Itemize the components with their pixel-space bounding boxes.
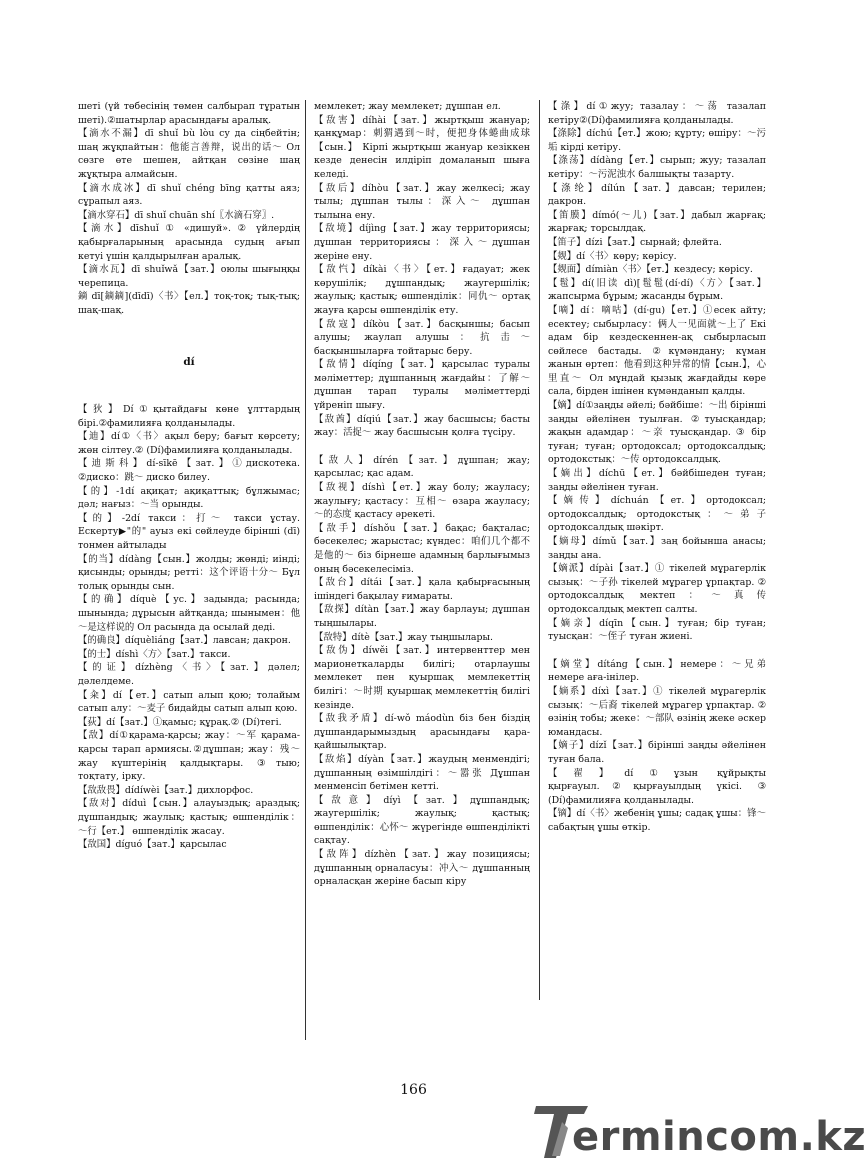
dictionary-entry: 【滴水成冰】dī shuǐ chéng bīng қатты аяз; сұрапыл аяз. <box>78 182 300 208</box>
dictionary-entry: 【敌情】díqíng【зат.】қарсылас туралы мәліметтер; дұшпанның жағдайы：了解～ дұшпан тарап туралы мәліметтерді үйреніп шығу. <box>314 359 530 412</box>
dictionary-entry: 【涤除】díchú【ет.】жою; құрту; өшіру：～污垢 кірді кетіру. <box>548 128 766 153</box>
dictionary-entry: 【的当】dídàng【сын.】жолды; жөнді; иінді; қисынды; орынды; реттi：这个评语十分～ Бұл толық орынды сын. <box>78 553 300 592</box>
column-left <box>78 100 300 852</box>
dictionary-entry: 【滴水瓦】dī shuǐwǎ【зат.】оюлы шығыңқы черепица. <box>78 264 300 289</box>
dictionary-entry: 【敌台】dítái【зат.】қала қабырғасының ішіндегі бақылау ғимараты. <box>314 577 530 602</box>
dictionary-entry: 【镝】dí〈书〉жебенің ұшы; садақ ұшы：锋～ сабақтың ұшы өткір. <box>548 808 766 833</box>
page-number: 166 <box>400 1082 427 1098</box>
dictionary-entry: 【嫡子】dízǐ【зат.】бірінші заңды әйелінен туған бала. <box>548 740 766 765</box>
dictionary-entry: 【嫡派】dípài【зат.】① тікелей мұрагерлік сызық：～子孙 тікелей мұрагер ұрпақтар. ② ортодоксалдық мектеп：～真传 ортодоксалдық мектеп салты. <box>548 563 766 615</box>
dictionary-entry: 【涤】dí①жуу; тазалау：～荡 тазалап кетіру②(Dí)фамилияға қолданылады. <box>548 101 766 126</box>
dictionary-entry: 【笛膜】dímó(～儿)【зат.】дабыл жарғақ; жарғақ; торсылдақ. <box>548 209 766 235</box>
dictionary-entry: 【滴水穿石】dī shuǐ chuān shí〖水滴石穿〗. <box>78 209 275 221</box>
dictionary-entry: 【敌酋】díqiú【зат.】жау басшысы; басты жау：活捉～ жау басшысын қолға түсіру. <box>314 413 530 439</box>
dictionary-entry: 【迪】dí①〈书〉ақыл беру; бағыт көрсету; жөн сілтеу.② (Dí)фамилияға қолданылады. <box>78 431 300 456</box>
dictionary-entry: 【敌寇】díkòu【зат.】басқыншы; басып алушы; жаулап алушы：抗击～ басқыншыларға тойтарыс беру. <box>314 318 530 357</box>
dictionary-entry: 【笛子】dízi【зат.】сырнай; флейта. <box>548 236 722 248</box>
dictionary-entry: 【滴水】dīshuǐ ① «дишуй». ② үйлердің қабырғаларының арасында судың ағып кетуі үшін қалдырылған аралық. <box>78 223 300 262</box>
dictionary-entry: 【荻】dí【зат.】①қамыс; құрақ.② (Dí)тегі. <box>78 716 282 728</box>
dictionary-entry: 【嘀】dí：嘀咕】(dí·gu)【ет.】①есек айту; есектеу; сыбырласу：俩人一见面就～上了 Екі адам бір кездескеннен-ақ сыбырласып сөйлесе бастады. ②күмәндану; күман жанын өртеп：他看到这种异常的情【сын.】，心里直～ Ол мұндай қызық жағдайды көре сала, бірден ішінен күмәнданып қалды. <box>548 304 766 398</box>
dictionary-entry: 【迪斯科】dí-sīkē【зат.】①дискотека. ②диско：跳～ диско билеу. <box>78 458 300 484</box>
dictionary-entry: мемлекет; жау мемлекет; дұшпан ел. <box>314 101 501 112</box>
dictionary-entry: 【的证】dízhèng〈书〉【зат.】дәлел; дәлелдеме. <box>78 662 300 687</box>
dictionary-entry: 【嫡堂】dítáng【сын.】немере：～兄弟 немере аға-інілер. <box>548 658 766 684</box>
dictionary-entry: 【敌我矛盾】dí-wǒ máodùn біз бен біздің дұшпандарымыздың арасындағы қарa-қайшылықтар. <box>314 713 530 752</box>
column-right <box>548 100 766 834</box>
dictionary-entry: 【敌手】díshǒu【зат.】бақас; бақталас; бәсекелес; жарыстас; күндес：咱们几个都不是他的～ біз бірнеше адамның барлығымыз оның бәсекелесіміз. <box>314 522 530 575</box>
logo-text: ermincom.kz <box>572 1114 866 1160</box>
dictionary-entry: 【嫡】dí①заңды әйелі; бәйбіше：～出 бірінші заңды әйелінен туылған. ②туысқандар; жақын адамдар：～亲 туысқандар. ③ бір туған; туған; ортодоксал; ортодоксалдық; ортодокстық：～传 ортодоксалдық. <box>548 400 766 466</box>
dictionary-entry: 【敌阵】dízhèn【зат.】жау позициясы; дұшпанның орналасуы：冲入～ дұшпанның орналасқан жеріне басып кіру <box>314 849 530 888</box>
dictionary-entry: 【髢】dí(旧读 dì)[髢髢(dí·dí)〈方〉【зат.】жапсырма бұрым; жасанды бұрым. <box>548 277 766 303</box>
dictionary-entry: 【的】-2dí такси：打～ такси ұстау. Ескерту▶"的" ауыз екі сөйлеуде бірінші (dī) тонмен айтылады <box>78 512 300 552</box>
dictionary-entry: 【嫡出】díchū【ет.】бәйбішеден туған; заңды әйелінен туған. <box>548 468 766 493</box>
dictionary-entry: 【觌】dí〈书〉көру; көрісу. <box>548 250 677 262</box>
dictionary-entry: 【涤纶】dílún【зат.】давсан; терилен; дакрон. <box>548 182 766 208</box>
dictionary-entry: 【觌面】dímiàn〈书〉【ет.】кездесу; көрісу. <box>548 264 753 276</box>
dictionary-entry: 【敌特】dítè【зат.】жау тыңшылары. <box>314 631 493 643</box>
dictionary-entry: 【的确良】díquèliáng【зат.】лавсан; дакрон. <box>78 635 291 647</box>
dictionary-entry: 【翟】dí①ұзын құйрықты қырғауыл.②қырғауылдың үкісі. ③ (Dí)фамилияға қолданылады. <box>548 767 766 806</box>
dictionary-entry: 【敌害】díhài【зат.】жыртқыш жануар; қанқұмар：刺猬遇到～时，便把身体蜷曲成球【сын.】 Кірпі жыртқыш жануар кезіккен кезде денесін илдіріп домаланып шыға келеді. <box>314 114 530 180</box>
dictionary-entry: 【嫡亲】díqīn【сын.】туған; бір туған; туысқан：～侄子 туған жиені. <box>548 617 766 643</box>
dictionary-entry: 【籴】dí【ет.】сатып алып қою; толайым сатып алу：～麦子 бидайды сатып алып қою. <box>78 689 300 715</box>
section-heading: dí <box>183 355 195 368</box>
dictionary-entry: 【涤荡】dídàng【ет.】сырып; жуу; тазалап кетіру：～污泥浊水 балшықты тазарту. <box>548 155 766 180</box>
dictionary-entry: 【敌视】díshì【ет.】жау болу; жауласу; жаулығу; қастасу：互相～ өзара жауласу; ～的态度 қастасу әрекеті. <box>314 482 530 521</box>
dictionary-entry: 【敌对】díduì【сын.】алауыздық; араздық; дұшпандық; жаулық; қастық; өшпенділік：～行【ет.】 өшпенділік жасау. <box>78 798 300 837</box>
column-middle <box>314 100 530 889</box>
dictionary-entry: 【敌后】díhòu【зат.】жау желкесі; жау тылы; дұшпан тылы：深入～ дұшпан тылына ену. <box>314 182 530 221</box>
dictionary-entry: 【敌国】díguó【зат.】қарсылас <box>78 839 227 851</box>
dictionary-entry: 【敌境】díjìng【зат.】жау территориясы; дұшпан территориясы：深入～дұшпан жеріне ену. <box>314 223 530 262</box>
dictionary-entry: 【嫡母】dímǔ【зат.】заң бойынша анасы; заңды ана. <box>548 536 766 561</box>
termincom-logo[interactable] <box>532 1100 866 1160</box>
dictionary-entry: 【嫡传】díchuán【ет.】ортодоксал; ортодоксалдық; ортодокстық：～弟子 ортодоксалдық шәкірт. <box>548 495 766 534</box>
dictionary-entry: 【滴水不漏】dī shuǐ bù lòu су да сіңбейтін; шаң жұқпайтын：他能言善辩，说出的话～ Ол сөзге өте шешен, айтқан сөзіне шаң жұқтыра алмайсын. <box>78 128 300 180</box>
dictionary-entry: 【的确】díquè【ус.】задында; расында; шынында; дұрысын айтқанда; шынымен：他～是这样说的 Ол расында да осылай деді. <box>78 594 300 633</box>
dictionary-entry: шеті (үй төбесінің төмен салбырап тұратын шеті).②шатырлар арасындағы аралық. <box>78 101 300 126</box>
column-divider <box>305 100 306 1040</box>
dictionary-entry: 【敌意】díyì【зат.】дұшпандық; жаугершілік; жаулық; қастық; өшпенділік：心怀～ жүрегінде өшпенділікті сақтау. <box>314 794 530 847</box>
dictionary-entry: 【敌焰】díyàn【зат.】жаудың менмендігі; дұшпанның өзімшілдігі：～嚣张 Дұшпан менменсіп бетімен кетті. <box>314 753 530 793</box>
dictionary-entry: 【敌伪】díwěi【зат.】интервенттер мен марионеткаларды билігі; отарлаушы мемлекет пен қуыршақ мемлекеттің билігі：～时期 қуыршақ мемлекеттің билігі кезінде. <box>314 645 530 711</box>
dictionary-entry: 【敌】dí①қарама-қарсы; жау：～军 қарама-қарсы тарап армиясы.②дұшпан; жау：残～ жау күштерінің қалдықтары. ③тыю; тоқтату, ірку. <box>78 730 300 783</box>
dictionary-entry: 【的】-1dí ақиқат; ақиқаттық; бұлжымас; дәл; нағыз：～当 орынды. <box>78 485 300 511</box>
dictionary-entry: 【嫡系】díxì【зат.】① тікелей мұрагерлік сызық：～后裔 тікелей мұрагер ұрпақтар. ② өзінің тобы; жеке：～部队 өзінің жеке әскер юмандасы. <box>548 685 766 738</box>
dictionary-entry: 【敌人】dírén【зат.】дұшпан; жау; қарсылас; қас адам. <box>314 454 530 480</box>
column-divider <box>539 100 540 1000</box>
dictionary-entry: 【敌忾】díkài〈书〉【ет.】ғадауат; жек көрушілік; дұшпандық; жаугершілік; жаулық; қастық; өшпенділік：同仇～ ортақ жауға қарсы өшпенділік ету. <box>314 264 530 316</box>
dictionary-entry: 鏑 dī[鏑鏑](dīdī)〈书〉【ел.】тоқ-тоқ; тық-тық; шақ-шақ. <box>78 291 300 316</box>
dictionary-entry: 【敌敌畏】dídíwèi【зат.】дихлорфос. <box>78 784 254 796</box>
dictionary-entry: 【狄】Dí①қытайдағы көне ұлттардың бірі.②фамилияға қолданылады. <box>78 404 300 429</box>
dictionary-entry: 【的士】díshì〈方〉【зат.】такси. <box>78 648 231 660</box>
dictionary-entry: 【敌探】dítàn【зат.】жау барлауы; дұшпан тыңшылары. <box>314 604 530 629</box>
